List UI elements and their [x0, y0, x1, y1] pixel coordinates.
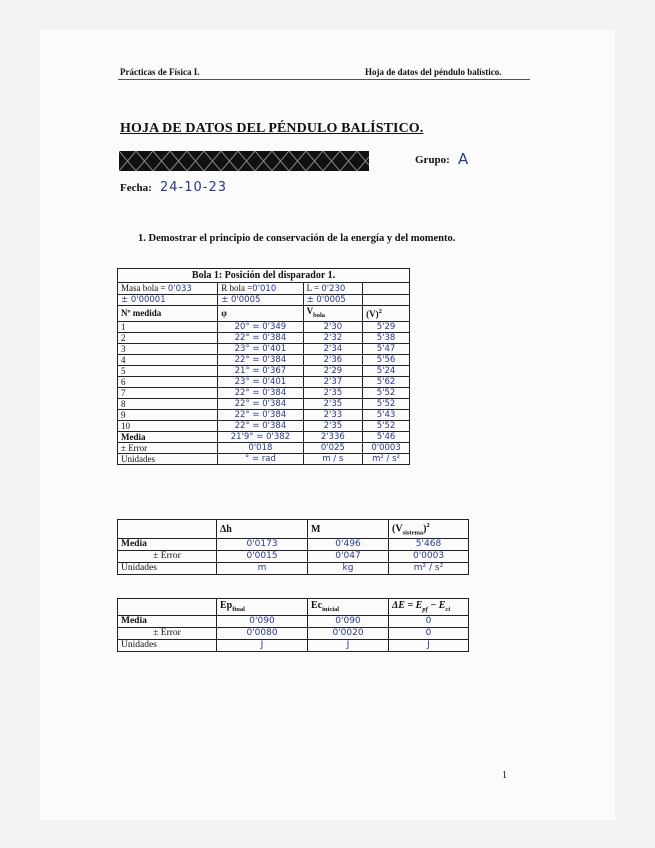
param-l [303, 283, 363, 295]
measurement-number: 4 [118, 354, 218, 365]
measurement-value: 2'33 [303, 409, 363, 420]
media-label: Media [118, 431, 218, 442]
table-row [118, 628, 469, 640]
cell-value: 0'0003 [389, 551, 469, 563]
empty-header [118, 599, 217, 616]
measurement-value: 5'47 [363, 343, 410, 354]
measurement-value: 2'36 [303, 354, 363, 365]
measurement-value: 2'30 [303, 321, 363, 332]
hdr-part: ΔE = E [392, 599, 423, 611]
measurement-value: 22° = 0'384 [218, 354, 303, 365]
sistema-data-table [117, 519, 469, 575]
unidades-row [118, 453, 410, 464]
param-value: 0'230 [321, 284, 346, 294]
header-course: Prácticas de Física I. [120, 67, 200, 77]
unidades-value: m / s [303, 453, 363, 464]
measurement-value: 5'24 [363, 365, 410, 376]
error-value: 0'025 [303, 442, 363, 453]
row-label: Media [118, 616, 217, 628]
table-row [118, 420, 410, 431]
hdr-part: Ec [311, 599, 323, 611]
cell-value: 0'0173 [217, 539, 308, 551]
header-n-medida: Nº medida [118, 306, 218, 322]
hdr-sub: pf [422, 605, 428, 613]
redaction-cross-pattern [119, 151, 369, 171]
hdr-sub: sistema [402, 529, 424, 537]
unidades-value: ° = rad [218, 453, 303, 464]
measurement-value: 21° = 0'367 [218, 365, 303, 376]
unidades-value: m² / s² [363, 453, 410, 464]
header-v2-main: (V) [366, 309, 379, 320]
column-header-row [118, 599, 469, 616]
param-masa [118, 283, 218, 295]
header-divider [118, 79, 530, 80]
measurement-number: 6 [118, 376, 218, 387]
cell-value: 0 [389, 628, 469, 640]
media-value: 21'9° = 0'382 [218, 431, 303, 442]
cell-value: J [217, 640, 308, 652]
cell-value: m [217, 563, 308, 575]
measurement-value: 2'37 [303, 376, 363, 387]
grupo-value: A [458, 150, 469, 168]
measurement-value: 2'35 [303, 420, 363, 431]
table-row [118, 321, 410, 332]
measurement-value: 5'52 [363, 398, 410, 409]
param-value: 0'033 [167, 284, 192, 294]
cell-value: 0'496 [308, 539, 389, 551]
cell-value: 0'090 [308, 616, 389, 628]
page-title: HOJA DE DATOS DEL PÉNDULO BALÍSTICO. [120, 121, 424, 136]
measurement-number: 2 [118, 332, 218, 343]
header-v-main: V [306, 306, 314, 316]
media-value: 2'336 [303, 431, 363, 442]
measurement-value: 22° = 0'384 [218, 409, 303, 420]
redacted-name-block [119, 151, 369, 171]
measurement-value: 2'34 [303, 343, 363, 354]
param-label: L = [306, 283, 320, 293]
error-value: 0'0003 [363, 442, 410, 453]
measurement-number: 1 [118, 321, 218, 332]
measurement-value: 5'62 [363, 376, 410, 387]
param-error: ± 0'0005 [218, 295, 303, 306]
measurement-value: 2'32 [303, 332, 363, 343]
row-label: ± Error [118, 551, 217, 563]
energia-data-table [117, 598, 469, 652]
hdr-sup: 2 [426, 522, 430, 529]
hdr-part: (V [392, 523, 403, 535]
grupo-label: Grupo: [415, 154, 450, 166]
table-row [118, 640, 469, 652]
header-v-sub: bola [313, 311, 326, 319]
cell-value: J [308, 640, 389, 652]
media-row [118, 431, 410, 442]
measurement-number: 8 [118, 398, 218, 409]
table-row [118, 563, 469, 575]
table-row [118, 365, 410, 376]
row-label: ± Error [118, 628, 217, 640]
column-header-row [118, 520, 469, 539]
measurement-value: 5'29 [363, 321, 410, 332]
measurement-value: 5'52 [363, 387, 410, 398]
param-value: 0'010 [252, 284, 277, 294]
cell-value: 0'0015 [217, 551, 308, 563]
header-ec-inicial [308, 599, 389, 616]
header-v-squared [363, 306, 410, 322]
measurement-value: 5'56 [363, 354, 410, 365]
param-error: ± 0'00001 [118, 295, 218, 306]
table-title: Bola 1: Posición del disparador 1. [118, 269, 410, 283]
column-header-row [118, 306, 410, 322]
measurement-value: 23° = 0'401 [218, 376, 303, 387]
cell-value: 0'047 [308, 551, 389, 563]
error-value: 0'018 [218, 442, 303, 453]
measurement-value: 23° = 0'401 [218, 343, 303, 354]
measurement-value: 5'52 [363, 420, 410, 431]
params-row [118, 283, 410, 295]
row-label: Media [118, 539, 217, 551]
measurement-value: 22° = 0'384 [218, 332, 303, 343]
params-error-row [118, 295, 410, 306]
fecha-value: 24-10-23 [160, 180, 228, 195]
cell-value: 5'468 [389, 539, 469, 551]
empty-cell [363, 295, 410, 306]
table-row [118, 332, 410, 343]
measurement-value: 5'43 [363, 409, 410, 420]
table-row [118, 551, 469, 563]
param-error: ± 0'0005 [303, 295, 363, 306]
measurement-value: 5'38 [363, 332, 410, 343]
table-row [118, 616, 469, 628]
measurement-rows [118, 321, 410, 431]
fecha-label: Fecha: [120, 182, 152, 194]
hdr-part: ) [423, 523, 427, 535]
measurement-value: 2'29 [303, 365, 363, 376]
table-row [118, 354, 410, 365]
header-v-sistema-squared [389, 520, 469, 539]
header-delta-h: Δh [217, 520, 308, 539]
cell-value: 0'0020 [308, 628, 389, 640]
measurement-value: 20° = 0'349 [218, 321, 303, 332]
cell-value: 0'090 [217, 616, 308, 628]
header-m: M [308, 520, 389, 539]
table-row [118, 376, 410, 387]
header-sheet-name: Hoja de datos del péndulo balístico. [365, 67, 502, 77]
measurement-value: 22° = 0'384 [218, 420, 303, 431]
hdr-part: − E [427, 599, 446, 611]
media-value: 5'46 [363, 431, 410, 442]
table-row [118, 539, 469, 551]
page-number: 1 [502, 770, 507, 781]
header-v-bola [303, 306, 363, 322]
param-rbola [218, 283, 303, 295]
empty-cell [363, 283, 410, 295]
unidades-label: Unidades [118, 453, 218, 464]
measurement-number: 3 [118, 343, 218, 354]
question-1: 1. Demostrar el principio de conservación de la energía y del momento. [138, 233, 456, 244]
hdr-sub: final [232, 605, 245, 613]
param-label: R bola = [221, 283, 253, 293]
measurement-value: 22° = 0'384 [218, 387, 303, 398]
param-label: Masa bola = [121, 283, 166, 293]
measurement-value: 2'35 [303, 398, 363, 409]
table-row [118, 343, 410, 354]
measurement-value: 22° = 0'384 [218, 398, 303, 409]
table-row [118, 398, 410, 409]
cell-value: J [389, 640, 469, 652]
measurement-number: 9 [118, 409, 218, 420]
header-ep-final [217, 599, 308, 616]
cell-value: 0'0080 [217, 628, 308, 640]
table-title-row [118, 269, 410, 283]
measurement-number: 10 [118, 420, 218, 431]
table-row [118, 387, 410, 398]
table-row [118, 409, 410, 420]
cell-value: 0 [389, 616, 469, 628]
measurement-number: 7 [118, 387, 218, 398]
header-phi: φ [218, 306, 303, 322]
header-delta-e [389, 599, 469, 616]
hdr-part: Ep [220, 599, 233, 611]
row-label: Unidades [118, 563, 217, 575]
error-row [118, 442, 410, 453]
empty-header [118, 520, 217, 539]
hdr-sub: ci [445, 605, 451, 613]
row-label: Unidades [118, 640, 217, 652]
hdr-sub: inicial [322, 605, 340, 613]
bola-1-data-table [117, 268, 410, 465]
cell-value: kg [308, 563, 389, 575]
header-v2-sup: 2 [378, 308, 382, 316]
cell-value: m² / s² [389, 563, 469, 575]
measurement-number: 5 [118, 365, 218, 376]
error-label: ± Error [118, 442, 218, 453]
measurement-value: 2'35 [303, 387, 363, 398]
